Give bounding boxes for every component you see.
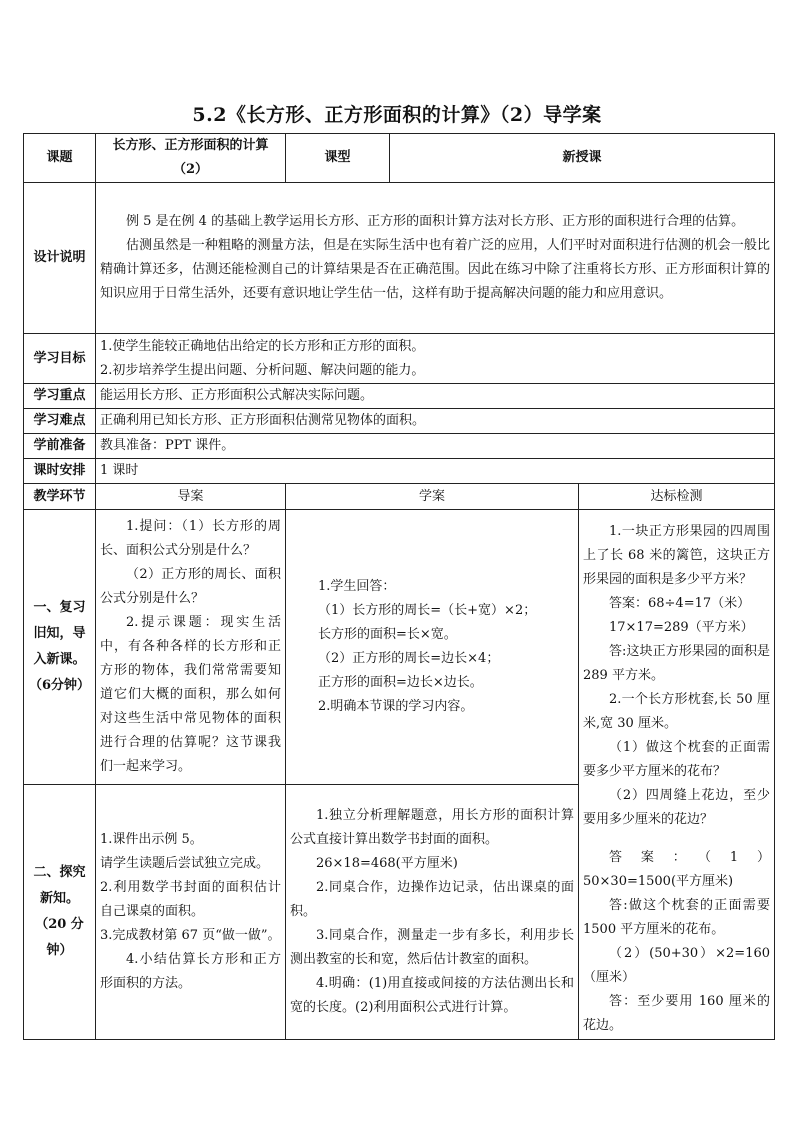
col-check: 达标检测 bbox=[579, 484, 775, 510]
goals-row bbox=[24, 334, 775, 384]
page-title: 5.2《长方形、正方形面积的计算》（2）导学案 bbox=[192, 104, 602, 126]
key-point-label: 学习重点 bbox=[24, 384, 96, 409]
design-para-1: 例 5 是在例 4 的基础上教学运用长方形、正方形的面积计算方法对长方形、正方形的面积进行合理的估算。 bbox=[126, 214, 745, 229]
stage-1-study: 1.学生回答： （1）长方形的周长=（长+宽）×2； 长方形的面积=长×宽。 （2）正方形的周长=边长×4； 正方形的面积=边长×边长。 2.明确本节课的学习内容。 bbox=[286, 510, 579, 785]
difficulty-label: 学习难点 bbox=[24, 409, 96, 434]
goal-item: 1.使学生能较正确地估出给定的长方形和正方形的面积。 bbox=[100, 338, 425, 354]
design-row bbox=[24, 183, 775, 334]
prep-label: 学前准备 bbox=[24, 434, 96, 459]
col-study: 学案 bbox=[286, 484, 579, 510]
stage-2-name: 二、探究 新知。 （20 分 钟） bbox=[24, 785, 96, 1040]
header-row bbox=[24, 134, 775, 183]
type-value: 新授课 bbox=[390, 134, 775, 183]
check-cell: 1.一块正方形果园的四周围上了长 68 米的篱笆，这块正方形果园的面积是多少平方米？ 答案：68÷4=17（米） 17×17=289（平方米） 答:这块正方形果园的面积是 289 平方米。 2.一个长方形枕套,长 50 厘米,宽 30 厘米。 （1）做这个枕套的正面需要多少平方厘米的花布？ （2）四周缝上花边，至少要用多少厘米的花边？ 答案：（1）50×30=1500(平方厘米) 答:做这个枕套的正面需要 1500 平方厘米的花布。 （2）(50+30）×2=160（厘米） 答：至少要用 160 厘米的花边。 bbox=[579, 510, 775, 1040]
topic-label: 课题 bbox=[24, 134, 96, 183]
stage-2-guide: 1.课件出示例 5。 请学生读题后尝试独立完成。 2.利用数学书封面的面积估计自己课桌的面积。 3.完成教材第 67 页“做一做”。 4.小结估算长方形和正方形面积的方法。 bbox=[96, 785, 286, 1040]
stage-1-row bbox=[24, 510, 775, 785]
stage-2-study: 1.独立分析理解题意，用长方形的面积计算公式直接计算出数学书封面的面积。 26×18=468(平方厘米) 2.同桌合作，边操作边记录，估出课桌的面积。 3.同桌合作，测量走一步有多长，利用步长测出教室的长和宽，然后估计教室的面积。 4.明确：(1)用直接或间接的方法估测出长和宽的长度。(2)利用面积公式进行计算。 bbox=[286, 785, 579, 1040]
design-label: 设计说明 bbox=[24, 183, 96, 334]
schedule-label: 课时安排 bbox=[24, 459, 96, 484]
col-stage: 教学环节 bbox=[24, 484, 96, 510]
schedule-value: 1 课时 bbox=[96, 459, 775, 484]
lesson-plan-table bbox=[23, 133, 775, 1040]
prep-value: 教具准备：PPT 课件。 bbox=[96, 434, 775, 459]
schedule-row bbox=[24, 459, 775, 484]
topic-value: 长方形、正方形面积的计算（2） bbox=[96, 134, 286, 183]
stage-1-guide: 1.提问：（1）长方形的周长、面积公式分别是什么？ （2）正方形的周长、面积公式分别是什么？ 2.提示课题：现实生活中，有各种各样的长方形和正方形的物体，我们常常需要知道它们大概的面积，那么如何对这些生活中常见物体的面积进行合理的估算呢？这节课我们一起来学习。 bbox=[96, 510, 286, 785]
col-guide: 导案 bbox=[96, 484, 286, 510]
goals-label: 学习目标 bbox=[24, 334, 96, 384]
columns-row bbox=[24, 484, 775, 510]
difficulty-row bbox=[24, 409, 775, 434]
type-label: 课型 bbox=[286, 134, 390, 183]
prep-row bbox=[24, 434, 775, 459]
goal-item: 2.初步培养学生提出问题、分析问题、解决问题的能力。 bbox=[100, 362, 425, 378]
difficulty-value: 正确利用已知长方形、正方形面积估测常见物体的面积。 bbox=[96, 409, 775, 434]
key-point-value: 能运用长方形、正方形面积公式解决实际问题。 bbox=[96, 384, 775, 409]
stage-1-name: 一、复习 旧知，导 入新课。 （6分钟） bbox=[24, 510, 96, 785]
key-point-row bbox=[24, 384, 775, 409]
design-para-2: 估测虽然是一种粗略的测量方法，但是在实际生活中也有着广泛的应用，人们平时对面积进行估测的机会一般比精确计算还多，估测还能检测自己的计算结果是否在正确范围。因此在练习中除了注重将长方形、正方形面积计算的知识应用于日常生活外，还要有意识地让学生估一估，这样有助于提高解决问题的能力和应用意识。 bbox=[100, 238, 771, 301]
